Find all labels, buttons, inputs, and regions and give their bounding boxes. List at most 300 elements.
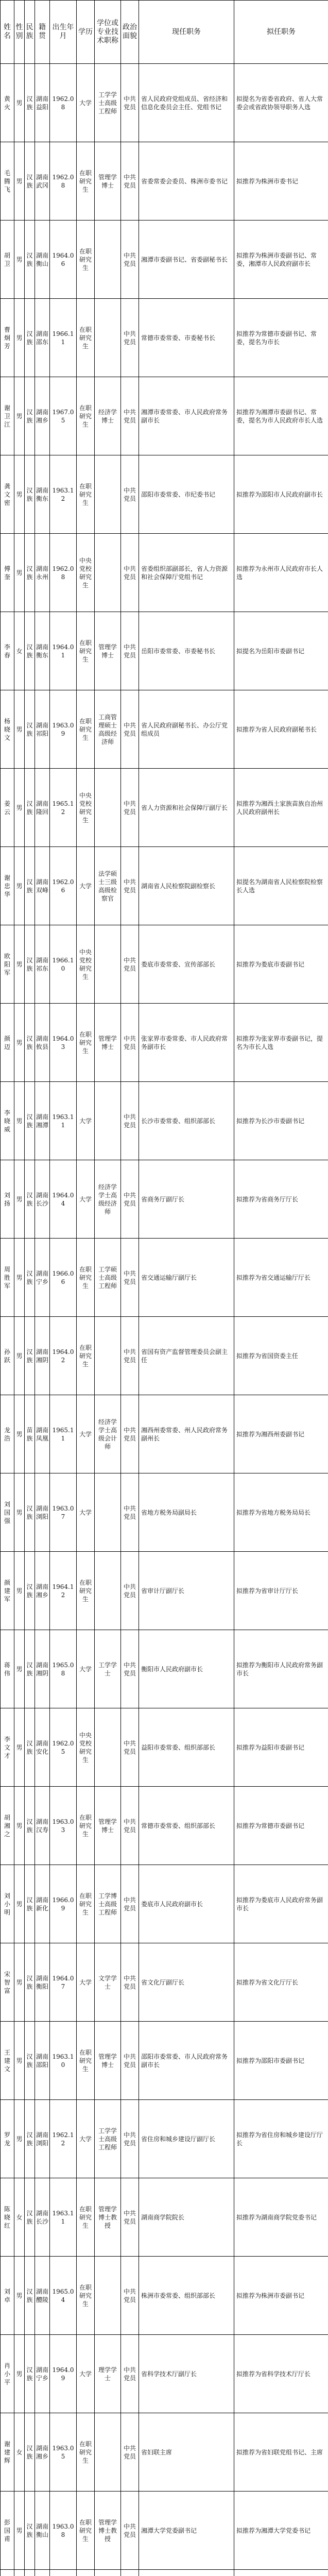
cell-birth-date bbox=[50, 2570, 77, 2576]
cell-birth-date: 1964.07 bbox=[50, 1943, 77, 2022]
cell-education: 大学 bbox=[77, 1473, 95, 1552]
table-row bbox=[1, 2100, 328, 2178]
cell-gender: 男 bbox=[14, 1473, 25, 1552]
table-row bbox=[1, 2022, 328, 2100]
cell-birth-date: 1963.11 bbox=[50, 1082, 77, 1160]
cell-name: 李晓威 bbox=[1, 1082, 14, 1160]
cell-current-post: 湘潭市委副书记、省委副秘书长 bbox=[139, 221, 234, 299]
cell-gender: 男 bbox=[14, 1552, 25, 1630]
cell-political-status: 中共党员 bbox=[121, 1160, 139, 1239]
cell-current-post: 岳阳市委常委、市委秘书长 bbox=[139, 612, 234, 690]
cell-ethnicity: 汉族 bbox=[25, 1239, 35, 1317]
table-row bbox=[1, 455, 328, 534]
cell-proposed-post: 拟推荐为张家界市委副书记，提名为市长人选 bbox=[234, 1004, 328, 1082]
header-gender: 性别 bbox=[14, 1, 25, 64]
cell-current-post: 省国有资产监督管理委员会副主任 bbox=[139, 1317, 234, 1395]
cell-degree-title bbox=[95, 1082, 121, 1160]
cell-proposed-post: 拟推荐为省科学技术厅厅长 bbox=[234, 2335, 328, 2413]
cell-political-status: 中共党员 bbox=[121, 2178, 139, 2257]
cell-degree-title bbox=[95, 2413, 121, 2492]
cell-birth-date: 1965.08 bbox=[50, 1630, 77, 1708]
cell-current-post: 益阳市委常委、组织部部长 bbox=[139, 1708, 234, 1787]
header-degree-title: 学位或专业技术职称 bbox=[95, 1, 121, 64]
cell-native-place: 湖南邵阳 bbox=[35, 2022, 50, 2100]
cell-ethnicity: 汉族 bbox=[25, 690, 35, 769]
table-row bbox=[1, 1004, 328, 1082]
cell-gender: 男 bbox=[14, 455, 25, 534]
cell-degree-title: 工商管理硕士高级经济师 bbox=[95, 690, 121, 769]
cell-birth-date: 1966.11 bbox=[50, 299, 77, 377]
cell-gender: 男 bbox=[14, 1630, 25, 1708]
table-row bbox=[1, 1239, 328, 1317]
cell-gender: 男 bbox=[14, 769, 25, 847]
table-row bbox=[1, 2178, 328, 2257]
table-row bbox=[1, 1708, 328, 1787]
cell-proposed-post: 拟推荐为湘潭大学党委书记 bbox=[234, 2492, 328, 2570]
cell-current-post: 省地方税务局副局长 bbox=[139, 1473, 234, 1552]
cell-degree-title: 管理学博士 bbox=[95, 142, 121, 221]
cell-education: 大学 bbox=[77, 64, 95, 142]
cell-native-place: 湖南汉寿 bbox=[35, 1787, 50, 1865]
cell-current-post: 衡阳市人民政府副市长 bbox=[139, 1630, 234, 1708]
cell-proposed-post: 拟推荐为株洲市委书记 bbox=[234, 142, 328, 221]
cell-education: 在职研究生 bbox=[77, 1004, 95, 1082]
header-name: 姓名 bbox=[1, 1, 14, 64]
cell-political-status: 中共党员 bbox=[121, 455, 139, 534]
cell-ethnicity: 汉族 bbox=[25, 1004, 35, 1082]
cell-name: 欧阳军 bbox=[1, 925, 14, 1004]
cell-ethnicity: 汉族 bbox=[25, 1787, 35, 1865]
header-native-place: 籍贯 bbox=[35, 1, 50, 64]
cell-education: 在职研究生 bbox=[77, 142, 95, 221]
cell-name: 李文才 bbox=[1, 1708, 14, 1787]
cell-native-place: 湖南湘乡 bbox=[35, 377, 50, 455]
cell-education: 在职研究生 bbox=[77, 2178, 95, 2257]
cell-degree-title: 管理学博士 bbox=[95, 1004, 121, 1082]
cell-political-status: 中共党员 bbox=[121, 377, 139, 455]
cell-birth-date: 1962.05 bbox=[50, 1708, 77, 1787]
cell-name: 刘小明 bbox=[1, 1865, 14, 1943]
cell-degree-title: 经济学博士 bbox=[95, 377, 121, 455]
cell-gender: 男 bbox=[14, 142, 25, 221]
cell-degree-title bbox=[95, 1317, 121, 1395]
cell-birth-date: 1964.03 bbox=[50, 1004, 77, 1082]
cell-ethnicity: 汉族 bbox=[25, 377, 35, 455]
cell-political-status: 中共党员 bbox=[121, 2335, 139, 2413]
cell-political-status: 中共党员 bbox=[121, 534, 139, 612]
cell-name: 姜云 bbox=[1, 769, 14, 847]
cell-current-post: 省商务厅副厅长 bbox=[139, 1160, 234, 1239]
cell-proposed-post: 拟推荐为株洲市委副书记 bbox=[234, 2257, 328, 2335]
cell-political-status: 中共党员 bbox=[121, 1395, 139, 1473]
cell-name: 胡卫 bbox=[1, 221, 14, 299]
cell-ethnicity: 汉族 bbox=[25, 612, 35, 690]
cell-proposed-post: 拟提名为湖南省人民检察院检察长人选 bbox=[234, 847, 328, 925]
cell-political-status: 中共党员 bbox=[121, 64, 139, 142]
cell-education: 在职研究生 bbox=[77, 2492, 95, 2570]
cell-ethnicity: 汉族 bbox=[25, 1082, 35, 1160]
table-row bbox=[1, 690, 328, 769]
cell-gender: 男 bbox=[14, 221, 25, 299]
table-row bbox=[1, 1943, 328, 2022]
cell-name: 黄火 bbox=[1, 64, 14, 142]
cell-education: 在职研究生 bbox=[77, 1239, 95, 1317]
header-birth-date: 出生年月 bbox=[50, 1, 77, 64]
cell-birth-date: 1963.05 bbox=[50, 2413, 77, 2492]
cell-proposed-post: 拟推荐为省住房和城乡建设厅厅长 bbox=[234, 2100, 328, 2178]
cell-ethnicity: 汉族 bbox=[25, 2335, 35, 2413]
cell-native-place: 湖南凤凰 bbox=[35, 1395, 50, 1473]
cell-degree-title: 管理学博士 bbox=[95, 2022, 121, 2100]
cell-education: 中央党校研究生 bbox=[77, 769, 95, 847]
cell-education: 在职研究生 bbox=[77, 2257, 95, 2335]
cell-ethnicity: 汉族 bbox=[25, 1630, 35, 1708]
cell-native-place: 湖南湘阴 bbox=[35, 1630, 50, 1708]
cell-education: 在职研究生 bbox=[77, 2413, 95, 2492]
cell-birth-date: 1963.09 bbox=[50, 690, 77, 769]
cell-birth-date: 1964.04 bbox=[50, 1160, 77, 1239]
cell-current-post: 省人民政府党组成员、省经济和信息化委员会主任、党组书记 bbox=[139, 64, 234, 142]
cell-current-post: 省委组织部副部长，省人力资源和社会保障厅党组书记 bbox=[139, 534, 234, 612]
cell-political-status: 中共党员 bbox=[121, 2257, 139, 2335]
cell-ethnicity: 汉族 bbox=[25, 64, 35, 142]
cell-gender: 男 bbox=[14, 1082, 25, 1160]
table-row bbox=[1, 1865, 328, 1943]
cell-gender bbox=[14, 2570, 25, 2576]
cell-ethnicity: 汉族 bbox=[25, 2413, 35, 2492]
cell-proposed-post bbox=[234, 2570, 328, 2576]
header-ethnicity: 民族 bbox=[25, 1, 35, 64]
cell-education: 中央党校研究生 bbox=[77, 534, 95, 612]
cell-birth-date: 1962.06 bbox=[50, 847, 77, 925]
cell-proposed-post: 拟推荐为省妇联党组书记、主席 bbox=[234, 2413, 328, 2492]
cell-birth-date: 1963.07 bbox=[50, 1473, 77, 1552]
cell-education: 在职研究生 bbox=[77, 612, 95, 690]
cell-current-post: 株洲市委常委、组织部部长 bbox=[139, 2257, 234, 2335]
cell-political-status: 中共党员 bbox=[121, 142, 139, 221]
table-row bbox=[1, 925, 328, 1004]
cell-degree-title bbox=[95, 534, 121, 612]
cell-ethnicity: 汉族 bbox=[25, 2100, 35, 2178]
header-proposed-post: 拟任职务 bbox=[234, 1, 328, 64]
cell-native-place: 湖南湘乡 bbox=[35, 1552, 50, 1630]
cell-gender: 男 bbox=[14, 1004, 25, 1082]
cell-degree-title bbox=[95, 1552, 121, 1630]
cell-current-post: 张家界市委常委、市人民政府常务副市长 bbox=[139, 1004, 234, 1082]
cell-degree-title: 工学博士高级工程师 bbox=[95, 1865, 121, 1943]
cell-current-post: 常德市委常委、市委秘书长 bbox=[139, 299, 234, 377]
cell-native-place: 湖南邵东 bbox=[35, 299, 50, 377]
cell-degree-title: 工学学士高级工程师 bbox=[95, 2100, 121, 2178]
cell-native-place: 湖南新化 bbox=[35, 1865, 50, 1943]
table-body bbox=[1, 64, 328, 2576]
cell-name: 颜建军 bbox=[1, 1552, 14, 1630]
cell-native-place: 湖南隆回 bbox=[35, 769, 50, 847]
table-row bbox=[1, 2413, 328, 2492]
cell-proposed-post: 拟推荐为长沙市委副书记 bbox=[234, 1082, 328, 1160]
cell-education: 在职研究生 bbox=[77, 1552, 95, 1630]
cell-current-post: 娄底市人民政府副市长 bbox=[139, 1865, 234, 1943]
table-row bbox=[1, 847, 328, 925]
table-row bbox=[1, 142, 328, 221]
cell-education: 大学 bbox=[77, 1395, 95, 1473]
cell-education: 在职研究生 bbox=[77, 2022, 95, 2100]
cell-proposed-post: 拟提名为省委省政府、省人大常委会或省政协领导职务人选 bbox=[234, 64, 328, 142]
cell-native-place: 湖南湘潭 bbox=[35, 1082, 50, 1160]
cell-ethnicity: 汉族 bbox=[25, 2257, 35, 2335]
cell-native-place: 湖南益阳 bbox=[35, 64, 50, 142]
cell-name: 谢忠华 bbox=[1, 847, 14, 925]
cell-proposed-post: 拟推荐为娄底市人民政府常务副市长 bbox=[234, 1865, 328, 1943]
cell-birth-date: 1963.12 bbox=[50, 455, 77, 534]
cell-political-status: 中共党员 bbox=[121, 769, 139, 847]
cell-current-post: 湘西州委常委、州人民政府常务副州长 bbox=[139, 1395, 234, 1473]
cell-degree-title: 管理学博士教授 bbox=[95, 2492, 121, 2570]
cell-ethnicity: 汉族 bbox=[25, 1473, 35, 1552]
cell-name: 孙跃 bbox=[1, 1317, 14, 1395]
cell-native-place: 湖南衡阳 bbox=[35, 1943, 50, 2022]
cell-political-status: 中共党员 bbox=[121, 1004, 139, 1082]
cell-degree-title bbox=[95, 2257, 121, 2335]
cell-name bbox=[1, 2570, 14, 2576]
cell-political-status: 中共党员 bbox=[121, 925, 139, 1004]
cell-proposed-post: 拟推荐为省交通运输厅厅长 bbox=[234, 1239, 328, 1317]
cell-degree-title: 法学硕士三级高级检察官 bbox=[95, 847, 121, 925]
cell-name: 谢卫江 bbox=[1, 377, 14, 455]
cell-degree-title bbox=[95, 299, 121, 377]
cell-current-post: 常德市委常委、组织部部长 bbox=[139, 1787, 234, 1865]
cell-degree-title: 管理学博士教授 bbox=[95, 2178, 121, 2257]
cell-native-place: 湖南宁乡 bbox=[35, 1239, 50, 1317]
cell-degree-title bbox=[95, 1473, 121, 1552]
cell-ethnicity: 汉族 bbox=[25, 847, 35, 925]
cell-political-status: 中共党员 bbox=[121, 1630, 139, 1708]
cell-birth-date: 1964.09 bbox=[50, 2335, 77, 2413]
cell-gender: 女 bbox=[14, 2413, 25, 2492]
cell-political-status: 中共党员 bbox=[121, 1082, 139, 1160]
cell-gender: 男 bbox=[14, 1317, 25, 1395]
cell-ethnicity: 汉族 bbox=[25, 925, 35, 1004]
cell-birth-date: 1963.03 bbox=[50, 1787, 77, 1865]
cell-proposed-post: 拟推荐为常德市委副书记 bbox=[234, 1787, 328, 1865]
cell-current-post: 省人力资源和社会保障厅副厅长 bbox=[139, 769, 234, 847]
cell-ethnicity: 汉族 bbox=[25, 1317, 35, 1395]
cell-name: 毛腾飞 bbox=[1, 142, 14, 221]
table-row bbox=[1, 1787, 328, 1865]
cell-degree-title: 理学学士 bbox=[95, 2335, 121, 2413]
cell-ethnicity bbox=[25, 2570, 35, 2576]
table-row bbox=[1, 377, 328, 455]
cell-education: 大学 bbox=[77, 1943, 95, 2022]
cell-current-post: 邵阳市委常委、市人民政府常务副市长 bbox=[139, 2022, 234, 2100]
cell-gender: 女 bbox=[14, 2178, 25, 2257]
cell-degree-title bbox=[95, 221, 121, 299]
table-row bbox=[1, 1317, 328, 1395]
cell-native-place bbox=[35, 2570, 50, 2576]
cell-name: 龚文密 bbox=[1, 455, 14, 534]
cell-education: 在职研究生 bbox=[77, 299, 95, 377]
cell-degree-title: 文学学士 bbox=[95, 1943, 121, 2022]
cell-native-place: 湖南浏阳 bbox=[35, 2100, 50, 2178]
cell-name: 曹炯芳 bbox=[1, 299, 14, 377]
cell-native-place: 湖南湘乡 bbox=[35, 2413, 50, 2492]
cell-birth-date: 1963.10 bbox=[50, 2022, 77, 2100]
cell-degree-title bbox=[95, 455, 121, 534]
cell-proposed-post: 拟推荐为省审计厅厅长 bbox=[234, 1552, 328, 1630]
table-row bbox=[1, 612, 328, 690]
cell-education: 大学 bbox=[77, 1160, 95, 1239]
cell-name: 王建文 bbox=[1, 2022, 14, 2100]
table-row bbox=[1, 299, 328, 377]
cell-native-place: 湖南攸县 bbox=[35, 1004, 50, 1082]
cell-birth-date: 1962.08 bbox=[50, 534, 77, 612]
cell-name: 傅奎 bbox=[1, 534, 14, 612]
cell-native-place: 湖南衡东 bbox=[35, 455, 50, 534]
cell-birth-date: 1964.01 bbox=[50, 612, 77, 690]
cell-ethnicity: 汉族 bbox=[25, 1865, 35, 1943]
table-row bbox=[1, 2257, 328, 2335]
header-political-status: 政治面貌 bbox=[121, 1, 139, 64]
cell-education: 中央党校研究生 bbox=[77, 1708, 95, 1787]
table-row bbox=[1, 769, 328, 847]
cell-native-place: 湖南衡东 bbox=[35, 612, 50, 690]
cell-birth-date: 1965.04 bbox=[50, 2257, 77, 2335]
table-row bbox=[1, 534, 328, 612]
cell-current-post: 省人民政府副秘书长、办公厅党组成员 bbox=[139, 690, 234, 769]
cell-ethnicity: 汉族 bbox=[25, 769, 35, 847]
cell-name: 刘国强 bbox=[1, 1473, 14, 1552]
table-row bbox=[1, 64, 328, 142]
cell-proposed-post: 拟推荐为湘西土家族苗族自治州人民政府副州长 bbox=[234, 769, 328, 847]
table-row bbox=[1, 1160, 328, 1239]
cell-degree-title bbox=[95, 925, 121, 1004]
cell-current-post: 湘潭市委常委、市人民政府常务副市长 bbox=[139, 377, 234, 455]
cell-political-status: 中共党员 bbox=[121, 2100, 139, 2178]
cell-gender: 男 bbox=[14, 1160, 25, 1239]
cell-political-status: 中共党员 bbox=[121, 1473, 139, 1552]
cell-ethnicity: 苗族 bbox=[25, 1395, 35, 1473]
cell-native-place: 湖南浏阳 bbox=[35, 1473, 50, 1552]
cell-birth-date: 1966.06 bbox=[50, 1239, 77, 1317]
cell-ethnicity: 汉族 bbox=[25, 299, 35, 377]
cell-current-post: 湘潭大学党委副书记 bbox=[139, 2492, 234, 2570]
cell-gender: 男 bbox=[14, 299, 25, 377]
cell-native-place: 湖南武冈 bbox=[35, 142, 50, 221]
cell-birth-date: 1967.05 bbox=[50, 377, 77, 455]
cell-current-post: 湖南商学院院长 bbox=[139, 2178, 234, 2257]
cell-name: 罗龙 bbox=[1, 2100, 14, 2178]
table-row bbox=[1, 1082, 328, 1160]
cell-gender: 男 bbox=[14, 2335, 25, 2413]
cell-current-post: 省住房和城乡建设厅副厅长 bbox=[139, 2100, 234, 2178]
cell-birth-date: 1965.12 bbox=[50, 769, 77, 847]
cell-proposed-post: 拟推荐为株洲市委副书记、常委，湘潭市人民政府副市长 bbox=[234, 221, 328, 299]
cell-ethnicity: 汉族 bbox=[25, 1552, 35, 1630]
cell-native-place: 湖南永州 bbox=[35, 534, 50, 612]
cell-political-status: 中共党员 bbox=[121, 1865, 139, 1943]
cell-gender: 男 bbox=[14, 377, 25, 455]
cell-native-place: 湖南祁东 bbox=[35, 925, 50, 1004]
cell-political-status: 中共党员 bbox=[121, 2413, 139, 2492]
cell-proposed-post: 拟推荐为邵阳市委副书记 bbox=[234, 2022, 328, 2100]
cell-proposed-post: 拟推荐为益阳市委副书记 bbox=[234, 1708, 328, 1787]
cell-gender: 男 bbox=[14, 1943, 25, 2022]
cell-political-status: 中共党员 bbox=[121, 1552, 139, 1630]
cell-birth-date: 1964.02 bbox=[50, 1317, 77, 1395]
cell-current-post: 省文化厅副厅长 bbox=[139, 1943, 234, 2022]
cell-proposed-post: 拟推荐为衡阳市人民政府常务副市长 bbox=[234, 1630, 328, 1708]
table-row bbox=[1, 1473, 328, 1552]
cell-political-status: 中共党员 bbox=[121, 1708, 139, 1787]
cell-proposed-post: 拟推荐为湘潭市委副书记、常委，提名为市人民政府市长人选 bbox=[234, 377, 328, 455]
cell-birth-date: 1963.11 bbox=[50, 2178, 77, 2257]
cell-birth-date: 1966.09 bbox=[50, 1865, 77, 1943]
cell-birth-date: 1962.08 bbox=[50, 142, 77, 221]
cell-political-status: 中共党员 bbox=[121, 2492, 139, 2570]
cell-proposed-post: 拟推荐为省商务厅厅长 bbox=[234, 1160, 328, 1239]
cell-degree-title: 工学学士 bbox=[95, 1630, 121, 1708]
table-header bbox=[1, 1, 328, 64]
cell-proposed-post: 拟推荐为永州市人民政府市长人选 bbox=[234, 534, 328, 612]
table-row bbox=[1, 2335, 328, 2413]
cell-ethnicity: 汉族 bbox=[25, 534, 35, 612]
cell-name: 陈晓红 bbox=[1, 2178, 14, 2257]
cell-current-post bbox=[139, 2570, 234, 2576]
cell-ethnicity: 汉族 bbox=[25, 1943, 35, 2022]
cell-political-status: 中共党员 bbox=[121, 847, 139, 925]
cell-ethnicity: 汉族 bbox=[25, 2022, 35, 2100]
header-row bbox=[1, 1, 328, 64]
cell-name: 宋智富 bbox=[1, 1943, 14, 2022]
cell-gender: 男 bbox=[14, 690, 25, 769]
cell-gender: 男 bbox=[14, 1708, 25, 1787]
cell-political-status bbox=[121, 2570, 139, 2576]
cell-political-status: 中共党员 bbox=[121, 299, 139, 377]
cell-birth-date: 1965.11 bbox=[50, 1395, 77, 1473]
cell-education: 在职研究生 bbox=[77, 455, 95, 534]
cell-gender: 男 bbox=[14, 1239, 25, 1317]
cell-current-post: 长沙市委常委、组织部部长 bbox=[139, 1082, 234, 1160]
header-current-post: 现任职务 bbox=[139, 1, 234, 64]
cell-education: 在职研究生 bbox=[77, 690, 95, 769]
cell-name: 彭国甫 bbox=[1, 2492, 14, 2570]
cell-education: 中央党校研究生 bbox=[77, 925, 95, 1004]
cell-proposed-post: 拟提名为岳阳市委副书记 bbox=[234, 612, 328, 690]
cell-degree-title bbox=[95, 1708, 121, 1787]
cell-name: 颜迈 bbox=[1, 1004, 14, 1082]
cell-native-place: 湖南长沙 bbox=[35, 1160, 50, 1239]
cell-current-post: 省交通运输厅副厅长 bbox=[139, 1239, 234, 1317]
cell-name: 肖小平 bbox=[1, 2335, 14, 2413]
cell-ethnicity: 汉族 bbox=[25, 455, 35, 534]
cell-current-post: 湖南省人民检察院副检察长 bbox=[139, 847, 234, 925]
table-row bbox=[1, 1552, 328, 1630]
cell-birth-date: 1966.10 bbox=[50, 925, 77, 1004]
cell-birth-date: 1963.08 bbox=[50, 2492, 77, 2570]
cell-education: 在职研究生 bbox=[77, 377, 95, 455]
table-row bbox=[1, 2492, 328, 2570]
cell-current-post: 娄底市委常委、宣传部部长 bbox=[139, 925, 234, 1004]
cell-ethnicity: 汉族 bbox=[25, 142, 35, 221]
cell-name: 龙浩 bbox=[1, 1395, 14, 1473]
cell-ethnicity: 汉族 bbox=[25, 2492, 35, 2570]
table-row bbox=[1, 221, 328, 299]
cell-name: 杨晓文 bbox=[1, 690, 14, 769]
cell-gender: 男 bbox=[14, 2100, 25, 2178]
cell-proposed-post: 拟推荐为湘西州委副书记 bbox=[234, 1395, 328, 1473]
cell-name: 谢建辉 bbox=[1, 2413, 14, 2492]
cell-proposed-post: 拟推荐为省国资委主任 bbox=[234, 1317, 328, 1395]
